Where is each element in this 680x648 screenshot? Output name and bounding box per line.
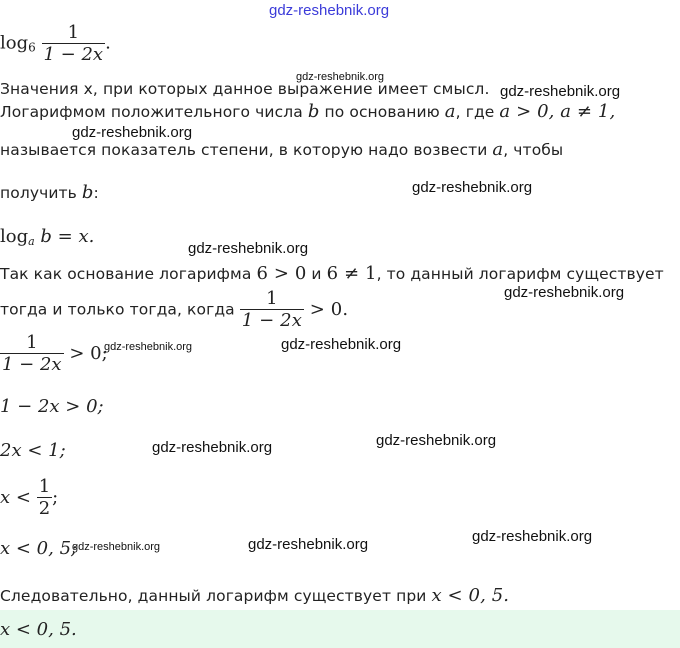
watermark-top: gdz-reshebnik.org xyxy=(269,2,390,19)
watermark: gdz-reshebnik.org xyxy=(248,536,369,553)
expression: $\log_6$ $\frac{1}{1 - 2x}$ . xyxy=(0,22,111,65)
watermark: gdz-reshebnik.org xyxy=(412,179,533,196)
watermark: gdz-reshebnik.org xyxy=(72,124,193,141)
step-1-fraction: $\frac{1}{1 - 2x}$ xyxy=(2,332,62,375)
watermark: gdz-reshebnik.org xyxy=(188,240,309,257)
watermark: gdz-reshebnik.org xyxy=(104,341,193,353)
definition-line-2: называется показатель степени, в которую надо возвести a, чтобы xyxy=(0,139,564,160)
intro-line: Значения x, при которых данное выражение имеет смысл. xyxy=(0,80,490,98)
watermark: gdz-reshebnik.org xyxy=(472,528,593,545)
iff-line: тогда и только тогда, когда $\frac{1}{1 - 2x}$ > 0. xyxy=(0,288,349,331)
watermark: gdz-reshebnik.org xyxy=(152,439,273,456)
since-line: Так как основание логарифма 6 > 0 и 6 ≠ 1, то данный логарифм существует xyxy=(0,263,664,284)
iff-fraction: $\frac{1}{1 - 2x}$ xyxy=(241,288,302,331)
definition-line-1: Логарифмом положительного числа b по основанию a, где a > 0, a ≠ 1, xyxy=(0,101,616,122)
watermark: gdz-reshebnik.org xyxy=(376,432,497,449)
watermark: gdz-reshebnik.org xyxy=(296,71,385,83)
step-2: 1 − 2x > 0; xyxy=(0,396,104,417)
expression-fraction: $\frac{1}{1 - 2x}$ xyxy=(43,22,104,65)
watermark: gdz-reshebnik.org xyxy=(500,83,621,100)
watermark: gdz-reshebnik.org xyxy=(72,541,161,553)
conclusion-line: Следовательно, данный логарифм существует при x < 0, 5. xyxy=(0,585,510,606)
step-4-fraction: $\frac{1}{2}$ xyxy=(38,476,51,519)
step-5: x < 0, 5; xyxy=(0,538,78,559)
step-3: 2x < 1; xyxy=(0,440,66,461)
step-1: $\frac{1}{1 - 2x}$ > 0; xyxy=(2,332,108,375)
answer-band xyxy=(0,610,680,648)
answer: x < 0, 5. xyxy=(0,619,77,640)
watermark: gdz-reshebnik.org xyxy=(504,284,625,301)
watermark: gdz-reshebnik.org xyxy=(281,336,402,353)
step-4: x < $\frac{1}{2}$ ; xyxy=(0,476,59,519)
log-definition: $\log_a b = x$. xyxy=(0,226,95,248)
definition-line-3: получить b: xyxy=(0,182,99,203)
